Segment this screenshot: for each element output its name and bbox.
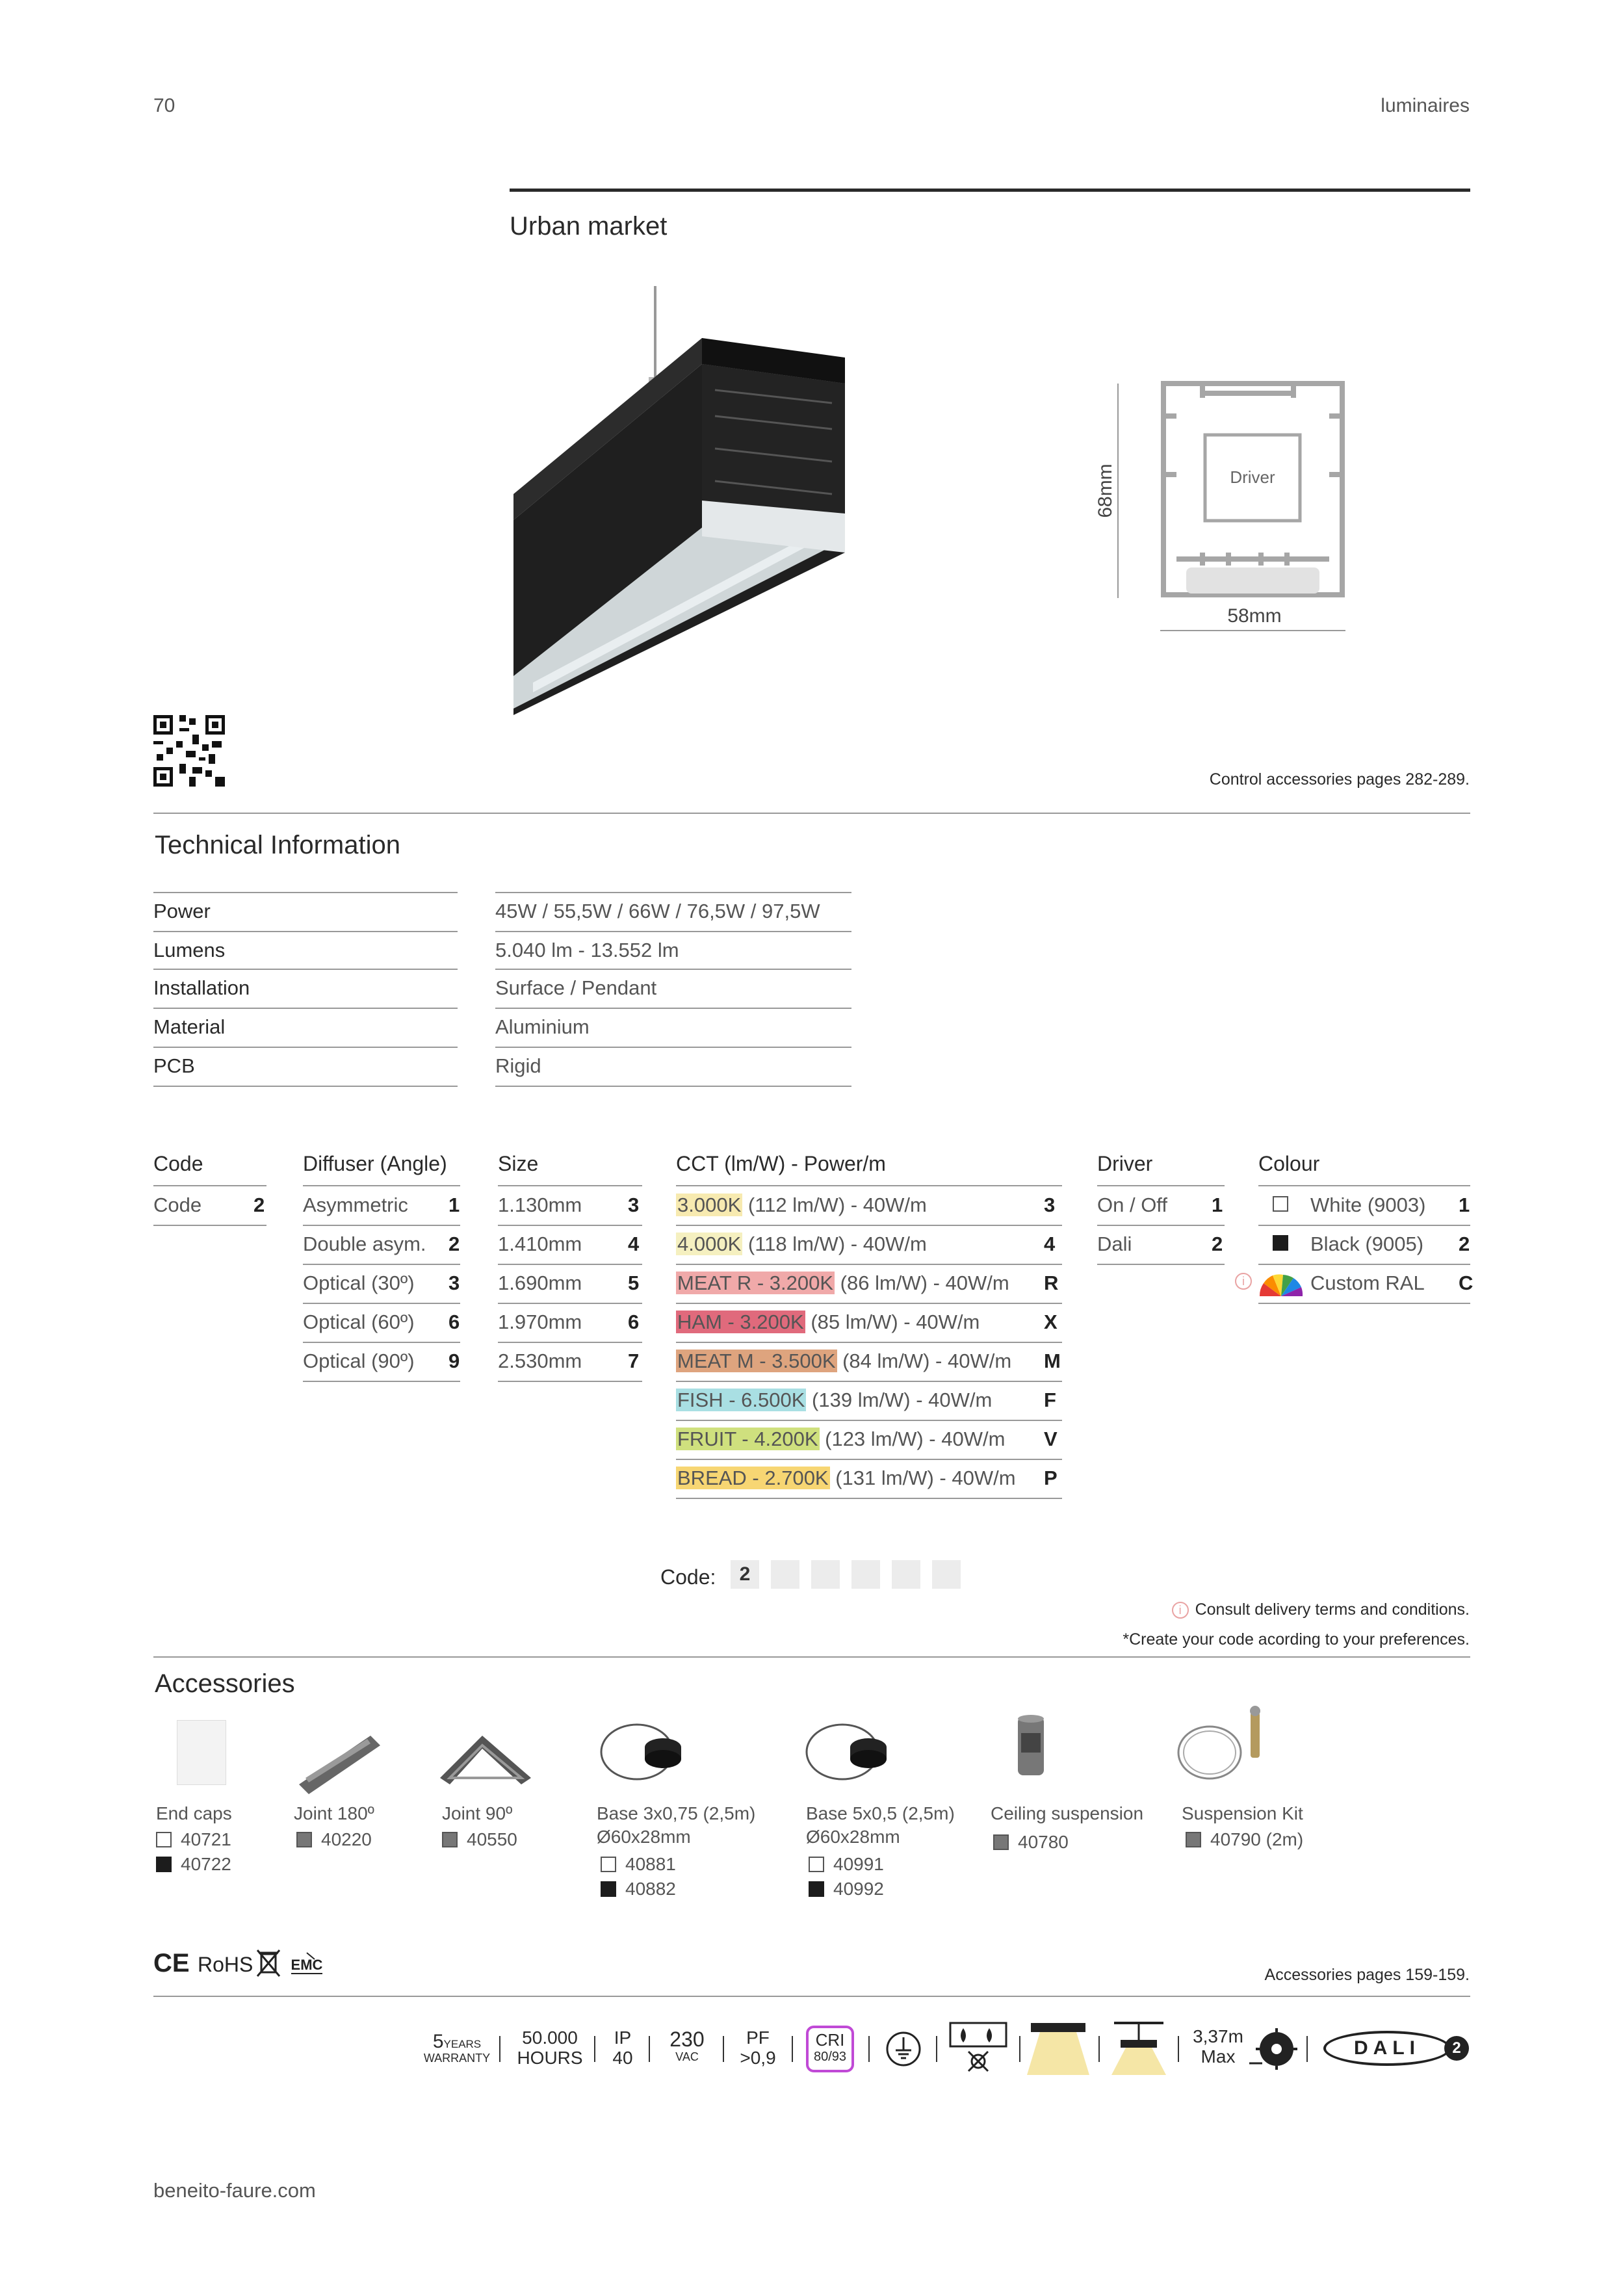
accessories-title: Accessories bbox=[155, 1669, 295, 1698]
white-swatch-icon bbox=[809, 1857, 824, 1872]
size-code: 4 bbox=[628, 1233, 640, 1255]
tech-value-lumens: 5.040 lm - 13.552 lm bbox=[495, 939, 679, 961]
tech-value-installation: Surface / Pendant bbox=[495, 976, 657, 999]
diffuser-option[interactable]: Optical (60º) bbox=[303, 1311, 415, 1333]
website-footer[interactable]: beneito-faure.com bbox=[153, 2179, 316, 2202]
diffuser-option[interactable]: Optical (30º) bbox=[303, 1272, 415, 1294]
col-head-diffuser: Diffuser (Angle) bbox=[303, 1152, 447, 1175]
cct-code: V bbox=[1044, 1428, 1058, 1450]
cct-code: 4 bbox=[1044, 1233, 1056, 1255]
end-cap-image bbox=[177, 1720, 226, 1785]
diffuser-option[interactable]: Optical (90º) bbox=[303, 1350, 415, 1372]
voltage-badge: 230 VAC bbox=[669, 2028, 705, 2064]
colour-option[interactable]: White (9003) bbox=[1310, 1194, 1426, 1216]
cct-tag: MEAT R - 3.200K bbox=[677, 1272, 834, 1294]
col-head-code: Code bbox=[153, 1152, 203, 1175]
colour-code: 1 bbox=[1459, 1194, 1470, 1216]
accessory-code[interactable]: 40550 bbox=[442, 1829, 517, 1850]
cct-code: F bbox=[1044, 1389, 1056, 1411]
cct-option[interactable]: FISH - 6.500K (139 lm/W) - 40W/m bbox=[677, 1389, 993, 1411]
cct-option[interactable]: MEAT R - 3.200K (86 lm/W) - 40W/m bbox=[677, 1272, 1009, 1294]
accessory-code[interactable]: 40722 bbox=[156, 1854, 231, 1875]
driver-option[interactable]: Dali bbox=[1097, 1233, 1132, 1255]
col-head-driver: Driver bbox=[1097, 1152, 1153, 1175]
cct-code: P bbox=[1044, 1467, 1058, 1489]
title-rule bbox=[510, 189, 1470, 192]
cct-option[interactable]: FRUIT - 4.200K (123 lm/W) - 40W/m bbox=[677, 1428, 1006, 1450]
driver-option[interactable]: On / Off bbox=[1097, 1194, 1167, 1216]
ce-mark-icon: CE bbox=[153, 1949, 190, 1977]
cct-option[interactable]: BREAD - 2.700K (131 lm/W) - 40W/m bbox=[677, 1467, 1016, 1489]
code-label: Code bbox=[153, 1194, 202, 1216]
ip-badge: IP 40 bbox=[612, 2028, 633, 2068]
dali-logo: DALI bbox=[1323, 2031, 1451, 2066]
black-swatch-icon bbox=[1273, 1235, 1288, 1251]
svg-text:EMC: EMC bbox=[291, 1957, 323, 1973]
dim-height: 68mm bbox=[1095, 463, 1116, 518]
accessory-code[interactable]: 40881 bbox=[601, 1854, 676, 1875]
accessory-name: Ceiling suspension bbox=[991, 1803, 1144, 1823]
ceiling-suspension-image bbox=[1011, 1714, 1050, 1785]
tech-value-pcb: Rigid bbox=[495, 1054, 541, 1077]
colour-code: C bbox=[1459, 1272, 1474, 1294]
pf-badge: PF >0,9 bbox=[740, 2028, 776, 2068]
diffuser-code: 3 bbox=[448, 1272, 460, 1294]
colour-code: 2 bbox=[1459, 1233, 1470, 1255]
pendant-light-icon bbox=[1108, 2020, 1170, 2075]
colour-option[interactable]: Custom RAL bbox=[1310, 1272, 1425, 1294]
accessory-code[interactable]: 40790 (2m) bbox=[1186, 1829, 1303, 1850]
grey-swatch-icon bbox=[442, 1832, 458, 1847]
accessories-pages-note: Accessories pages 159-159. bbox=[1264, 1966, 1470, 1984]
accessory-code[interactable]: 40992 bbox=[809, 1879, 884, 1899]
diffuser-code: 9 bbox=[448, 1350, 460, 1372]
accessory-code[interactable]: 40721 bbox=[156, 1829, 231, 1850]
col-head-colour: Colour bbox=[1258, 1152, 1320, 1175]
code-slot-3[interactable] bbox=[811, 1560, 840, 1589]
cct-tag: 3.000K bbox=[677, 1194, 742, 1216]
product-title: Urban market bbox=[510, 212, 668, 241]
profile-drawing bbox=[1092, 377, 1365, 650]
dim-width: 58mm bbox=[1227, 605, 1282, 627]
rohs-label: RoHS bbox=[198, 1953, 253, 1976]
black-swatch-icon bbox=[156, 1857, 172, 1872]
joint-180-image bbox=[292, 1723, 383, 1794]
accessory-code[interactable]: 40882 bbox=[601, 1879, 676, 1899]
diffuser-option[interactable]: Asymmetric bbox=[303, 1194, 408, 1216]
driver-code: 1 bbox=[1212, 1194, 1223, 1216]
accessory-name: Joint 180º bbox=[294, 1803, 374, 1823]
earth-ground-icon bbox=[885, 2031, 922, 2067]
cct-tag: MEAT M - 3.500K bbox=[677, 1350, 836, 1372]
grey-swatch-icon bbox=[1186, 1832, 1201, 1847]
diffuser-code: 2 bbox=[448, 1233, 460, 1255]
cct-code: M bbox=[1044, 1350, 1061, 1372]
white-swatch-icon bbox=[1273, 1196, 1288, 1212]
grey-swatch-icon bbox=[296, 1832, 312, 1847]
code-num: 2 bbox=[253, 1194, 265, 1216]
hours-badge: 50.000 HOURS bbox=[517, 2028, 583, 2068]
cct-code: 3 bbox=[1044, 1194, 1056, 1216]
black-swatch-icon bbox=[601, 1881, 616, 1897]
grey-swatch-icon bbox=[993, 1834, 1009, 1850]
warranty-badge: 5YEARS WARRANTY bbox=[423, 2031, 491, 2065]
size-option[interactable]: 1.130mm bbox=[498, 1194, 582, 1216]
product-image bbox=[507, 286, 845, 722]
tech-label-material: Material bbox=[153, 1015, 226, 1038]
suspension-kit-image bbox=[1174, 1706, 1278, 1790]
accessory-name: Suspension Kit bbox=[1182, 1803, 1303, 1823]
white-swatch-icon bbox=[156, 1832, 172, 1847]
size-code: 7 bbox=[628, 1350, 640, 1372]
divider-specs bbox=[153, 1996, 1470, 1997]
accessory-name: Base 3x0,75 (2,5m) bbox=[597, 1803, 756, 1823]
size-option[interactable]: 1.410mm bbox=[498, 1233, 582, 1255]
tech-label-power: Power bbox=[153, 900, 211, 922]
colour-option[interactable]: Black (9005) bbox=[1310, 1233, 1424, 1255]
info-icon: i bbox=[1235, 1273, 1252, 1290]
section-label: luminaires bbox=[1381, 95, 1470, 116]
cct-option[interactable]: 4.000K (118 lm/W) - 40W/m bbox=[677, 1233, 927, 1255]
page-number: 70 bbox=[153, 95, 175, 116]
driver-code: 2 bbox=[1212, 1233, 1223, 1255]
tech-value-power: 45W / 55,5W / 66W / 76,5W / 97,5W bbox=[495, 900, 820, 922]
cct-tag: BREAD - 2.700K bbox=[677, 1467, 829, 1489]
accessory-dimension: Ø60x28mm bbox=[806, 1827, 900, 1847]
cct-tag: FISH - 6.500K bbox=[677, 1389, 805, 1411]
black-swatch-icon bbox=[809, 1881, 824, 1897]
code-slot-4[interactable] bbox=[851, 1560, 880, 1589]
tech-label-pcb: PCB bbox=[153, 1054, 195, 1077]
driver-label: Driver bbox=[1230, 467, 1275, 487]
code-slot-1[interactable]: 2 bbox=[731, 1560, 759, 1589]
accessory-code[interactable]: 40780 bbox=[993, 1832, 1069, 1853]
cct-tag: 4.000K bbox=[677, 1233, 742, 1255]
code-slot-5[interactable] bbox=[892, 1560, 920, 1589]
qr-code bbox=[153, 715, 225, 787]
accessory-code[interactable]: 40220 bbox=[296, 1829, 372, 1850]
size-code: 3 bbox=[628, 1194, 640, 1216]
col-head-cct: CCT (lm/W) - Power/m bbox=[676, 1152, 886, 1175]
cri-badge: CRI 80/93 bbox=[806, 2026, 854, 2072]
saw-cut-icon bbox=[1249, 2028, 1299, 2070]
size-option[interactable]: 1.690mm bbox=[498, 1272, 582, 1294]
diffuser-code: 1 bbox=[448, 1194, 460, 1216]
diffuser-code: 6 bbox=[448, 1311, 460, 1333]
size-code: 5 bbox=[628, 1272, 640, 1294]
divider-accessories bbox=[153, 1656, 1470, 1658]
tech-label-lumens: Lumens bbox=[153, 939, 226, 961]
cct-tag: HAM - 3.200K bbox=[677, 1311, 804, 1333]
diffuser-option[interactable]: Double asym. bbox=[303, 1233, 426, 1255]
divider-tech bbox=[153, 813, 1470, 814]
size-option[interactable]: 1.970mm bbox=[498, 1311, 582, 1333]
cct-code: X bbox=[1044, 1311, 1058, 1333]
cct-option[interactable]: HAM - 3.200K (85 lm/W) - 40W/m bbox=[677, 1311, 980, 1333]
accessory-name: End caps bbox=[156, 1803, 232, 1823]
ral-fan-icon bbox=[1258, 1272, 1304, 1298]
tech-value-material: Aluminium bbox=[495, 1015, 590, 1038]
surface-mount-light-icon bbox=[1027, 2020, 1089, 2075]
base-5x05-image bbox=[803, 1716, 901, 1788]
accessory-name: Base 5x0,5 (2,5m) bbox=[806, 1803, 955, 1823]
fire-safety-icon bbox=[949, 2022, 1007, 2074]
col-head-size: Size bbox=[498, 1152, 539, 1175]
tech-label-installation: Installation bbox=[153, 976, 250, 999]
emc-mark-icon bbox=[289, 1950, 325, 1976]
code-builder-label: Code: bbox=[660, 1565, 716, 1589]
accessory-name: Joint 90º bbox=[442, 1803, 513, 1823]
tech-title: Technical Information bbox=[155, 831, 400, 859]
cct-option[interactable]: 3.000K (112 lm/W) - 40W/m bbox=[677, 1194, 927, 1216]
size-code: 6 bbox=[628, 1311, 640, 1333]
cct-tag: FRUIT - 4.200K bbox=[677, 1428, 818, 1450]
code-slot-6[interactable] bbox=[932, 1560, 961, 1589]
control-note: Control accessories pages 282-289. bbox=[1209, 770, 1470, 789]
base-3x075-image bbox=[598, 1716, 695, 1788]
info-icon: i bbox=[1172, 1602, 1189, 1619]
create-code-note: *Create your code acording to your preferences. bbox=[1123, 1630, 1470, 1649]
dali-version-badge: 2 bbox=[1444, 2036, 1469, 2061]
delivery-note: i Consult delivery terms and conditions. bbox=[1172, 1600, 1470, 1619]
weee-bin-icon bbox=[255, 1948, 282, 1979]
white-swatch-icon bbox=[601, 1857, 616, 1872]
accessory-code[interactable]: 40991 bbox=[809, 1854, 884, 1875]
accessory-dimension: Ø60x28mm bbox=[597, 1827, 691, 1847]
max-length-badge: 3,37m Max bbox=[1193, 2026, 1243, 2067]
code-slot-2[interactable] bbox=[771, 1560, 799, 1589]
joint-90-image bbox=[437, 1723, 534, 1794]
cct-option[interactable]: MEAT M - 3.500K (84 lm/W) - 40W/m bbox=[677, 1350, 1012, 1372]
cct-code: R bbox=[1044, 1272, 1059, 1294]
size-option[interactable]: 2.530mm bbox=[498, 1350, 582, 1372]
